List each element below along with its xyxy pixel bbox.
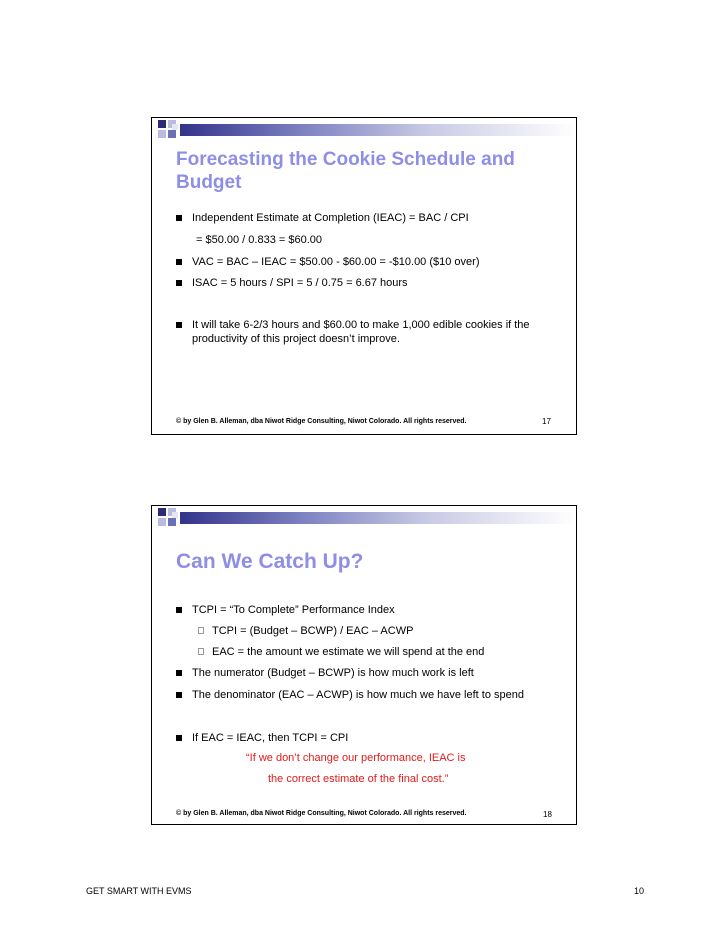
square-bullet-icon	[176, 735, 182, 741]
square-bullet-icon	[176, 607, 182, 613]
page-number: 10	[634, 886, 645, 896]
slide-number: 17	[542, 417, 551, 426]
slide-number: 18	[543, 810, 552, 819]
square-bullet-icon	[176, 322, 182, 328]
square-bullet-icon	[176, 692, 182, 698]
square-bullet-icon	[176, 280, 182, 286]
square-bullet-icon	[176, 670, 182, 676]
slide-title: Forecasting the Cookie Schedule and Budget	[176, 149, 515, 193]
square-bullet-icon	[176, 259, 182, 265]
hollow-square-bullet-icon	[198, 648, 204, 655]
hollow-square-bullet-icon	[198, 627, 204, 634]
copyright-footer: © by Glen B. Alleman, dba Niwot Ridge Consulting, Niwot Colorado. All rights reserved.	[176, 418, 467, 425]
slide-title: Can We Catch Up?	[176, 550, 364, 573]
document-footer-title: GET SMART WITH EVMS	[86, 886, 192, 896]
quote-line: “If we don’t change our performance, IEAC is	[246, 752, 466, 764]
copyright-footer: © by Glen B. Alleman, dba Niwot Ridge Consulting, Niwot Colorado. All rights reserved.	[176, 810, 467, 817]
slide-17: Forecasting the Cookie Schedule and Budget Independent Estimate at Completion (IEAC) = BAC / CPI = $50.00 / 0.833 = $60.00 VAC = BAC – IEAC = $50.00 - $60.00 = -$10.00 ($10 over) ISAC = 5 hours / SPI = 5 / 0.75 = 6.67 hours It will take 6-2/3 hours and $60.00 to make 1,000 edible cookies if the productivity of this project doesn’t improve. © by Glen B. Alleman, dba Niwot Ridge Consulting, Niwot Colorado. All rights reserved. 17	[151, 117, 577, 435]
slide-decoration	[152, 118, 576, 140]
slide-decoration	[152, 506, 576, 528]
slide-18: Can We Catch Up? TCPI = “To Complete” Performance Index TCPI = (Budget – BCWP) / EAC – ACWP EAC = the amount we estimate we will spend at the end The numerator (Budget – BCWP) is how much work is left The denominator (EAC – ACWP) is how much we have left to spend If EAC = IEAC, then TCPI = CPI “If we don’t change our performance, IEAC is the correct estimate of the final cost.” © by Glen B. Alleman, dba Niwot Ridge Consulting, Niwot Colorado. All rights reserved. 18	[151, 505, 577, 825]
quote-line: the correct estimate of the final cost.”	[268, 773, 449, 785]
square-bullet-icon	[176, 215, 182, 221]
